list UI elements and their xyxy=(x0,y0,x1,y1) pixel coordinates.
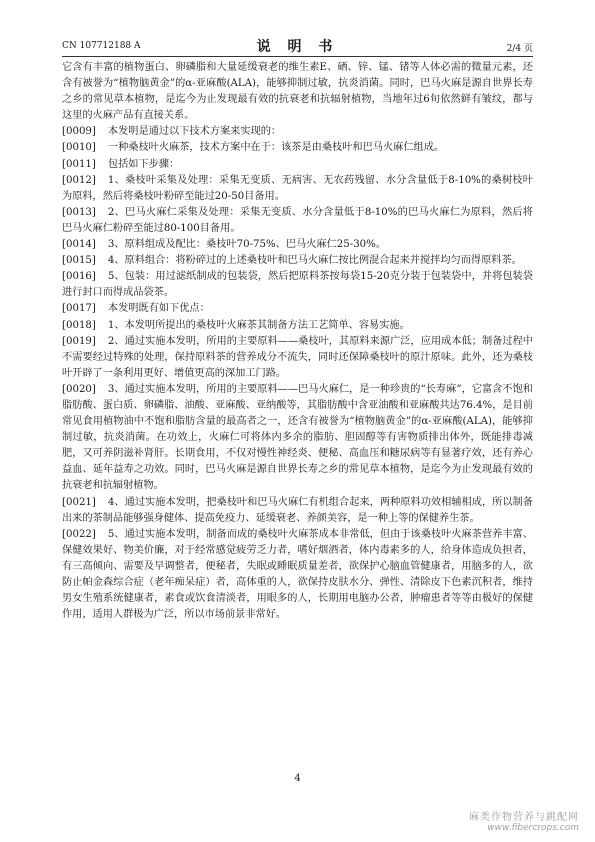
numbered-paragraph xyxy=(62,301,533,317)
intro-paragraph: 它含有丰富的植物蛋白、卵磷脂和大量延缓衰老的维生素E、硒、锌、锰、锗等人体必需的微量元素，还含有被誉为“植物脑黄金”的α-亚麻酸(ALA)，能够抑制过敏，抗炎消菌。同时，巴马火麻是源自世界长寿之乡的常见草本植物，是迄今为止发现最有效的抗衰老和抗辐射植物，当地年过6旬依然鲜有皱纹，都与这里的火麻产品有直接关系。 xyxy=(62,62,533,122)
numbered-paragraph xyxy=(62,269,533,301)
paragraph-number: [0022] xyxy=(62,528,96,540)
paragraph-number: [0021] xyxy=(62,496,96,508)
numbered-paragraph xyxy=(62,140,533,156)
numbered-paragraph xyxy=(62,237,533,253)
page-number: 4 xyxy=(294,773,301,784)
paragraph-text: 5、包装：用过滤纸制成的包装袋，然后把原料茶按每袋15-20克分装于包装袋中，并将包装袋进行封口而得成品袋茶。 xyxy=(62,271,533,299)
paragraph-number: [0018] xyxy=(62,319,96,331)
paragraph-number: [0012] xyxy=(62,174,96,186)
numbered-paragraph xyxy=(62,334,533,382)
paragraph-text: 2、巴马火麻仁采集及处理：采集无变质、水分含量低于8-10%的巴马火麻仁为原料，然后将巴马火麻仁粉碎至能过80-100目备用。 xyxy=(62,206,533,234)
paragraph-number: [0014] xyxy=(62,239,96,251)
numbered-paragraph xyxy=(62,253,533,269)
paragraph-number: [0009] xyxy=(62,126,96,138)
numbered-paragraph xyxy=(62,173,533,205)
document-title: 说 明 书 xyxy=(256,39,339,55)
document-header xyxy=(62,36,533,57)
numbered-paragraph xyxy=(62,495,533,527)
paragraph-number: [0013] xyxy=(62,206,96,218)
paragraph-text: 4、通过实施本发明，把桑枝叶和巴马火麻仁有机组合起来，两种原料功效相辅相成，所以制备出来的茶制品能够强身健体、提高免疫力、延缓衰老、养颜美容，是一种上等的保健养生茶。 xyxy=(62,496,533,524)
paragraph-text: 3、通过实施本发明，所用的主要原料——巴马火麻仁，是一种珍贵的“长寿麻”，它富含不饱和脂肪酸、蛋白质、卵磷脂、油酸、亚麻酸、亚纳酸等，其脂肪酸中含亚油酸和亚麻酸共达76.4%，是目前常见食用植物油中不饱和脂肪含量的最高者之一，还含有被誉为“植物脑黄金”的α-亚麻酸(ALA)，能够抑制过敏，抗炎消菌。在功效上，火麻仁可将体内多余的脂肪、胆固醇等有害物质排出体外，既能排毒减肥，又可养阴滋补肾肝。长期食用，不仅对慢性神经炎、便秘、高血压和糖尿病等有显著疗效，还有养心益血、延年益寿之功效。同时，巴马火麻是源自世界长寿之乡的常见草本植物，是迄今为止发现最有效的抗衰老和抗辐射植物。 xyxy=(62,383,533,492)
page-indicator: 2/4 页 xyxy=(506,44,533,54)
paragraph-text: 4、原料组合：将粉碎过的上述桑枝叶和巴马火麻仁按比例混合起来并搅拌均匀而得原料茶。 xyxy=(107,255,522,267)
paragraph-number: [0010] xyxy=(62,142,96,154)
numbered-paragraph xyxy=(62,205,533,237)
paragraph-text: 3、原料组成及配比：桑枝叶70-75%、巴马火麻仁25-30%。 xyxy=(107,239,387,251)
paragraph-text: 1、桑枝叶采集及处理：采集无变质、无病害、无农药残留、水分含量低于8-10%的桑树枝叶为原料，然后将桑枝叶粉碎至能过20-50目备用。 xyxy=(62,174,533,202)
watermark-url: www.fibercrops.com xyxy=(487,823,579,833)
paragraph-text: 本发明是通过以下技术方案来实现的： xyxy=(107,126,282,138)
paragraph-number: [0011] xyxy=(62,158,96,170)
numbered-paragraph xyxy=(62,527,533,624)
numbered-paragraph xyxy=(62,157,533,173)
numbered-paragraph xyxy=(62,124,533,140)
numbered-paragraph xyxy=(62,318,533,334)
paragraph-number: [0017] xyxy=(62,303,96,315)
paragraph-text: 2、通过实施本发明，所用的主要原料——桑枝叶，其原料来源广泛，应用成本低；制备过程中不需要经过特殊的处理，保持原料茶的营养成分不流失，同时还保障桑枝叶的原汁原味。此外，还为桑枝叶开辟了一条利用更好、增值更高的深加工门路。 xyxy=(62,335,533,379)
paragraph-number: [0019] xyxy=(62,335,96,347)
paragraph-text: 5、通过实施本发明，制备而成的桑枝叶火麻茶成本非常低，但由于该桑枝叶火麻茶营养丰富、保健效果好、物美价廉，对于经常感觉疲劳乏力者，嗜好烟酒者，体内毒素多的人，给身体造成负担者，有三高倾向、需要及早调整者，便秘者，失眠或睡眠质量差者，欲保护心脑血管健康者，用脑多的人，欲防止帕金森综合症（老年痴呆症）者，高体重的人，欲保持皮肤水分、弹性、清除皮下色素沉积者，维持男女生殖系统健康者，素食或饮食清淡者，用眼多的人，长期用电脑办公者，肿瘤患者等等由极好的保健作用，适用人群极为广泛，所以市场前景非常好。 xyxy=(62,528,533,621)
paragraph-text: 一种桑枝叶火麻茶，技术方案中在于：该茶是由桑枝叶和巴马火麻仁组成。 xyxy=(107,142,445,154)
patent-number: CN 107712188 A xyxy=(62,41,141,51)
watermark-title: 麻类作物营养与跳配网 xyxy=(469,812,579,823)
paragraph-text: 本发明既有如下优点： xyxy=(107,303,210,315)
paragraph-number: [0015] xyxy=(62,255,96,267)
paragraph-number: [0020] xyxy=(62,383,96,395)
document-body xyxy=(62,60,533,623)
paragraph-text: 1、本发明所提出的桑枝叶火麻茶其制备方法工艺简单、容易实施。 xyxy=(107,319,410,331)
paragraph-number: [0016] xyxy=(62,271,96,283)
site-watermark xyxy=(469,808,579,833)
numbered-paragraph xyxy=(62,382,533,495)
paragraph-text: 包括如下步骤： xyxy=(107,158,180,170)
